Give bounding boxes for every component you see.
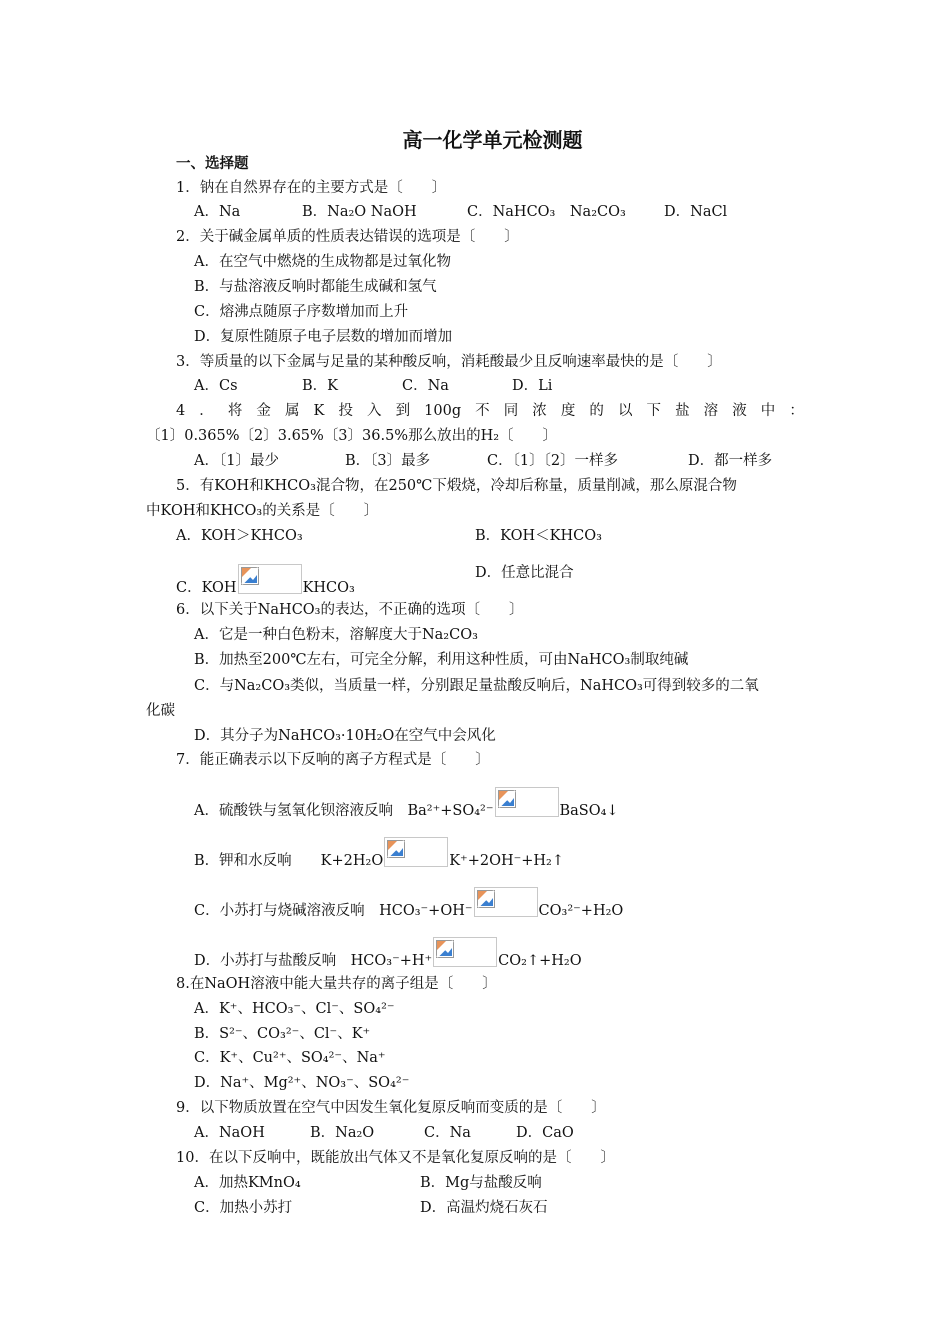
q6-option-c-line2: 化碳 [146, 703, 175, 719]
q2-option-a: A．在空气中燃烧的生成物都是过氧化物 [194, 254, 451, 270]
q2-option-d: D．复原性随原子电子层数的增加而增加 [194, 329, 453, 345]
q6-option-c-line1: C．与Na₂CO₃类似，当质量一样，分别跟足量盐酸反响后，NaHCO₃可得到较多的二氧 [194, 678, 759, 694]
question-10-stem: 10．在以下反响中，既能放出气体又不是氧化复原反响的是〔 〕 [176, 1150, 615, 1166]
q1-option-b: B．Na₂O NaOH [302, 204, 417, 220]
q5-option-b: B．KOH＜KHCO₃ [475, 528, 602, 544]
broken-image-icon [238, 564, 302, 594]
q5-option-d: D．任意比混合 [475, 565, 574, 581]
q6-option-d: D．其分子为NaHCO₃·10H₂O在空气中会风化 [194, 728, 496, 744]
q10-option-b: B．Mg与盐酸反响 [420, 1175, 542, 1191]
q10-option-d: D．高温灼烧石灰石 [420, 1200, 548, 1216]
q10-option-c: C．加热小苏打 [194, 1200, 293, 1216]
q2-option-b: B．与盐溶液反响时都能生成碱和氢气 [194, 279, 437, 295]
broken-image-icon [474, 887, 538, 917]
q4-option-d: D．都一样多 [688, 453, 773, 469]
q7-option-c: C．小苏打与烧碱溶液反响 HCO₃⁻+OH⁻ CO₃²⁻+H₂O [194, 887, 623, 920]
question-9-stem: 9．以下物质放置在空气中因发生氧化复原反响而变质的是〔 〕 [176, 1100, 606, 1116]
q9-option-c: C．Na [424, 1125, 471, 1141]
q2-option-c: C．熔沸点随原子序数增加而上升 [194, 304, 409, 320]
question-4-stem-line2: 〔1〕0.365%〔2〕3.65%〔3〕36.5%那么放出的H₂〔 〕 [146, 428, 558, 444]
q5-option-a: A．KOH＞KHCO₃ [176, 528, 303, 544]
q3-option-c: C．Na [402, 378, 449, 394]
q8-option-d: D．Na⁺、Mg²⁺、NO₃⁻、SO₄²⁻ [194, 1075, 410, 1091]
q3-option-b: B．K [302, 378, 338, 394]
question-5-stem-line2: 中KOH和KHCO₃的关系是〔 〕 [146, 503, 379, 519]
broken-image-icon [433, 937, 497, 967]
q3-option-a: A．Cs [194, 378, 238, 394]
q7-option-d: D．小苏打与盐酸反响 HCO₃⁻+H⁺ CO₂↑+H₂O [194, 937, 582, 970]
question-3-stem: 3．等质量的以下金属与足量的某种酸反响，消耗酸最少且反响速率最快的是〔 〕 [176, 354, 722, 370]
q4-option-a: A．〔1〕最少 [194, 453, 279, 469]
q1-option-d: D．NaCl [664, 204, 728, 220]
q6-option-b: B．加热至200℃左右，可完全分解，利用这种性质，可由NaHCO₃制取纯碱 [194, 652, 689, 668]
q4-option-b: B．〔3〕最多 [345, 453, 431, 469]
q8-option-a: A．K⁺、HCO₃⁻、Cl⁻、SO₄²⁻ [194, 1001, 395, 1017]
broken-image-icon [384, 837, 448, 867]
q7-option-a: A．硫酸铁与氢氧化钡溶液反响 Ba²⁺+SO₄²⁻ BaSO₄↓ [194, 787, 619, 820]
q9-option-d: D．CaO [516, 1125, 574, 1141]
section-heading: 一、选择题 [176, 156, 249, 172]
q9-option-b: B．Na₂O [310, 1125, 375, 1141]
q6-option-a: A．它是一种白色粉末，溶解度大于Na₂CO₃ [194, 627, 478, 643]
broken-image-icon [495, 787, 559, 817]
question-5-stem-line1: 5．有KOH和KHCO₃混合物，在250℃下煅烧，冷却后称量，质量削减，那么原混合物 [176, 478, 737, 494]
q10-option-a: A．加热KMnO₄ [194, 1175, 301, 1191]
q8-option-c: C．K⁺、Cu²⁺、SO₄²⁻、Na⁺ [194, 1050, 386, 1066]
question-2-stem: 2．关于碱金属单质的性质表达错误的选项是〔 〕 [176, 229, 519, 245]
q1-option-c: C．NaHCO₃ Na₂CO₃ [467, 204, 626, 220]
q8-option-b: B．S²⁻、CO₃²⁻、Cl⁻、K⁺ [194, 1026, 371, 1042]
q9-option-a: A．NaOH [194, 1125, 265, 1141]
q4-option-c: C．〔1〕〔2〕一样多 [487, 453, 619, 469]
question-1-stem: 1．钠在自然界存在的主要方式是〔 〕 [176, 180, 447, 196]
page-title: 高一化学单元检测题 [402, 128, 583, 152]
q7-option-b: B．钾和水反响 K+2H₂O K⁺+2OH⁻+H₂↑ [194, 837, 564, 870]
question-7-stem: 7．能正确表示以下反响的离子方程式是〔 〕 [176, 752, 490, 768]
question-6-stem: 6．以下关于NaHCO₃的表达，不正确的选项〔 〕 [176, 602, 524, 618]
q5-option-c: C．KOH KHCO₃ [176, 564, 355, 597]
q1-option-a: A．Na [194, 204, 241, 220]
question-8-stem: 8.在NaOH溶液中能大量共存的离子组是〔 〕 [176, 976, 497, 992]
question-4-stem-line1: 4 ． 将 金 属 K 投 入 到 100g 不 同 浓 度 的 以 下 盐 溶 液 中 ： [176, 403, 804, 419]
q3-option-d: D．Li [512, 378, 553, 394]
